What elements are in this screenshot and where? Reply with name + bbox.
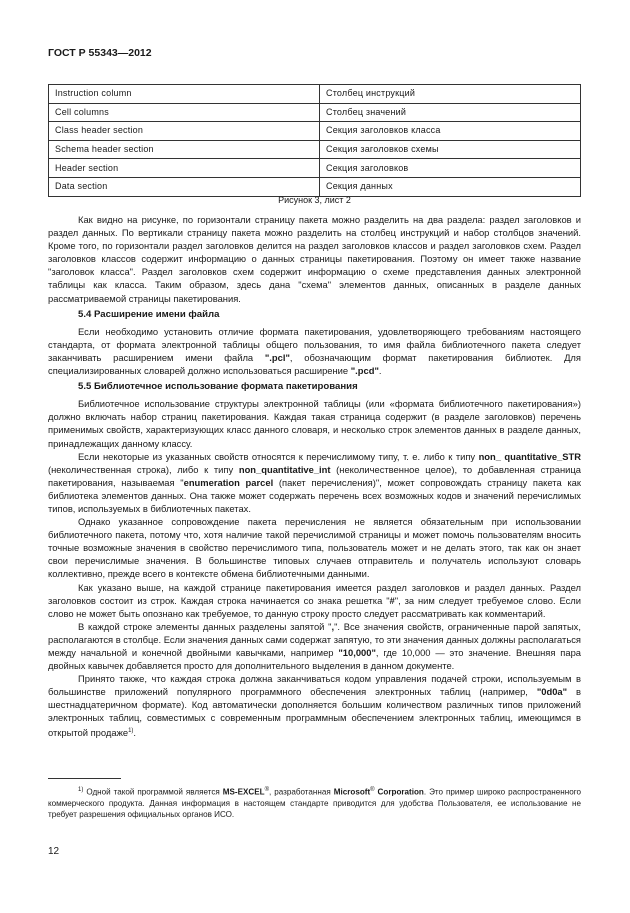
table-row — [49, 103, 581, 122]
table-cell: Data section — [49, 177, 320, 196]
table-cell: Header section — [49, 159, 320, 178]
paragraph: Как видно на рисунке, по горизонтали страницу пакета можно разделить на два раздела: раздел заголовков и раздел данных. По вертикали страницу пакета можно разделить на столбец инструкций и набор столбцов значений. Кроме того, по горизонтали раздел заголовков делится на раздел заголовков классов и раздел заголовков схем. Раздел заголовков классов содержит информацию о данных страницы пакетирования. Поэтому он имеет также название "заголовок класса". Раздел заголовков схем содержит информацию о схеме представления данных электронной таблицы как класса. Таким образом, здесь дана "схема" элементов данных, описанных в разделе данных рассматриваемой страницы пакетирования. — [48, 214, 581, 304]
text: . Это пример широко распространенного коммерческого продукта. Данная информация в настоящем стандарте приводится для удобства Пользователя, ее использование не требует разрешения официальных органов ИСО. — [48, 787, 581, 820]
figure-table — [48, 84, 581, 197]
paragraph — [48, 450, 581, 515]
text: Если необходимо установить отличие формата пакетирования, удовлетворяющего требованиям настоящего стандарта, от формата электронной таблицы общего пользования, то имя файла библиотечного пакета следует заканчивать расширением имени файла — [48, 325, 581, 363]
footnote — [48, 785, 581, 821]
table-cell: Instruction column — [49, 85, 320, 104]
text: (неколичественное целое), то добавленная страница пакетирования, называемая " — [48, 463, 581, 488]
text: ". Все значения свойств, ограниченные парой запятых, располагаются в столбце. Если значения данных сами содержат запятую, то эти значения данных должны располагаться между начальной и конечной двойными кавычками, например — [48, 620, 581, 658]
standard-header: ГОСТ Р 55343—2012 — [48, 47, 152, 59]
table-row — [49, 122, 581, 141]
bold-text: non_ quantitative_STR — [478, 450, 581, 462]
footnote-divider — [48, 778, 121, 779]
text: , где 10,000 — это значение. Внешняя пара двойных кавычек добавляется просто для дополнительного выделения в данном документе. — [48, 647, 581, 672]
paragraph: Однако указанное сопровождение пакета перечисления не является обязательным при использовании библиотечного пакета, потому что, хотя наличие такой перечислимой страницы и может помочь пользователям вносить точные возможные значения в свойство перечислимого типа, пользователь может и не делать этого, так как он знает свои перечислимые значения. В большинстве типовых случаев отправитель и получатель используют словарь коллективно, прежде всего в контексте обмена библиотечными данными. — [48, 516, 581, 580]
bold-text: "0d0a" — [536, 686, 568, 698]
bold-text: non_quantitative_int — [238, 463, 331, 475]
table-row — [49, 140, 581, 159]
table-cell: Секция заголовков — [320, 159, 581, 178]
table-cell: Cell columns — [49, 103, 320, 122]
table-cell: Секция заголовков класса — [320, 122, 581, 141]
text: Как указано выше, на каждой странице пакетирования имеется раздел заголовков и раздел данных. Раздел заголовков состоит из строк. Каждая строка начинается со знака решетка " — [48, 581, 581, 606]
footnote-mark: 1) — [78, 787, 84, 793]
footnote-ref: 1) — [128, 727, 134, 734]
text: , обозначающим формат пакетирования библиотек. Для специализированных словарей должно использоваться расширение — [48, 351, 581, 377]
table-row — [49, 85, 581, 104]
body-text — [48, 213, 581, 739]
table-cell: Секция заголовков схемы — [320, 140, 581, 159]
bold-text: MS-EXCEL — [222, 787, 265, 797]
table-cell: Столбец инструкций — [320, 85, 581, 104]
text: Принято также, что каждая строка должна заканчиваться кодом управления подачей строки, используемым в большинстве приложений популярного программного обеспечения электронных таблиц (например, — [48, 673, 581, 698]
table-row — [49, 159, 581, 178]
table-cell: Class header section — [49, 122, 320, 141]
bold-text: Corporation — [374, 787, 424, 797]
paragraph — [48, 581, 581, 620]
paragraph: Библиотечное использование структуры электронной таблицы (или «формата библиотечного пакетирования») должно включать набор страниц пакетирования. Каждая такая страница содержит (в разделе заголовков) перечень применимых свойств, характеризующих класс данного словаря, и несколько строк элементов данных в разделе данных, принадлежащих данному классу. — [48, 398, 581, 449]
text: в шестнадцатеричном формате). Код автоматически дополняется большим количеством различных типов приложений электронных таблиц, совместимых с современным программным обеспечением электронных таблиц, имеющимся в открытой продаже — [48, 686, 581, 738]
text: В каждой строке элементы данных разделены запятой " — [78, 620, 332, 632]
text: Одной такой программой является — [83, 787, 223, 797]
text: ", за ним следует требуемое слово. Если слово не может быть опознано как требуемое, то данную строку просто следует рассматривать как комментарий. — [48, 594, 581, 619]
bold-text: ".pcd" — [350, 365, 379, 377]
bold-text: "10,000" — [338, 647, 376, 658]
bold-text: ".pcl" — [264, 351, 290, 363]
bold-text: # — [389, 594, 395, 606]
bold-text: , — [331, 620, 335, 632]
table-cell: Столбец значений — [320, 103, 581, 122]
text: Если некоторые из указанных свойств относятся к перечислимому типу, т. е. либо к типу — [78, 450, 479, 462]
text: , разработанная — [268, 787, 334, 797]
paragraph — [48, 620, 581, 672]
text: (пакет перечисления)", может сопровождать страницу пакета как библиотека элементов данных. Она также может содержать перечень всех возможных кодов и значений перечислимых типов, используемых в библиотечных пакетах. — [48, 476, 581, 514]
table-cell: Секция данных — [320, 177, 581, 196]
paragraph — [48, 325, 581, 377]
section-heading: 5.5 Библиотечное использование формата пакетирования — [78, 381, 358, 393]
section-heading: 5.4 Расширение имени файла — [78, 308, 220, 320]
page-number: 12 — [48, 846, 60, 857]
bold-text: Microsoft — [333, 787, 371, 797]
paragraph — [48, 672, 581, 739]
figure-caption: Рисунок 3, лист 2 — [278, 195, 351, 205]
registered-mark: ® — [264, 787, 269, 793]
table-cell: Schema header section — [49, 140, 320, 159]
text: . — [133, 726, 137, 738]
registered-mark: ® — [370, 787, 375, 793]
text: . — [378, 365, 382, 377]
text: (неколичественная строка), либо к типу — [48, 463, 239, 475]
bold-text: enumeration parcel — [183, 476, 274, 488]
